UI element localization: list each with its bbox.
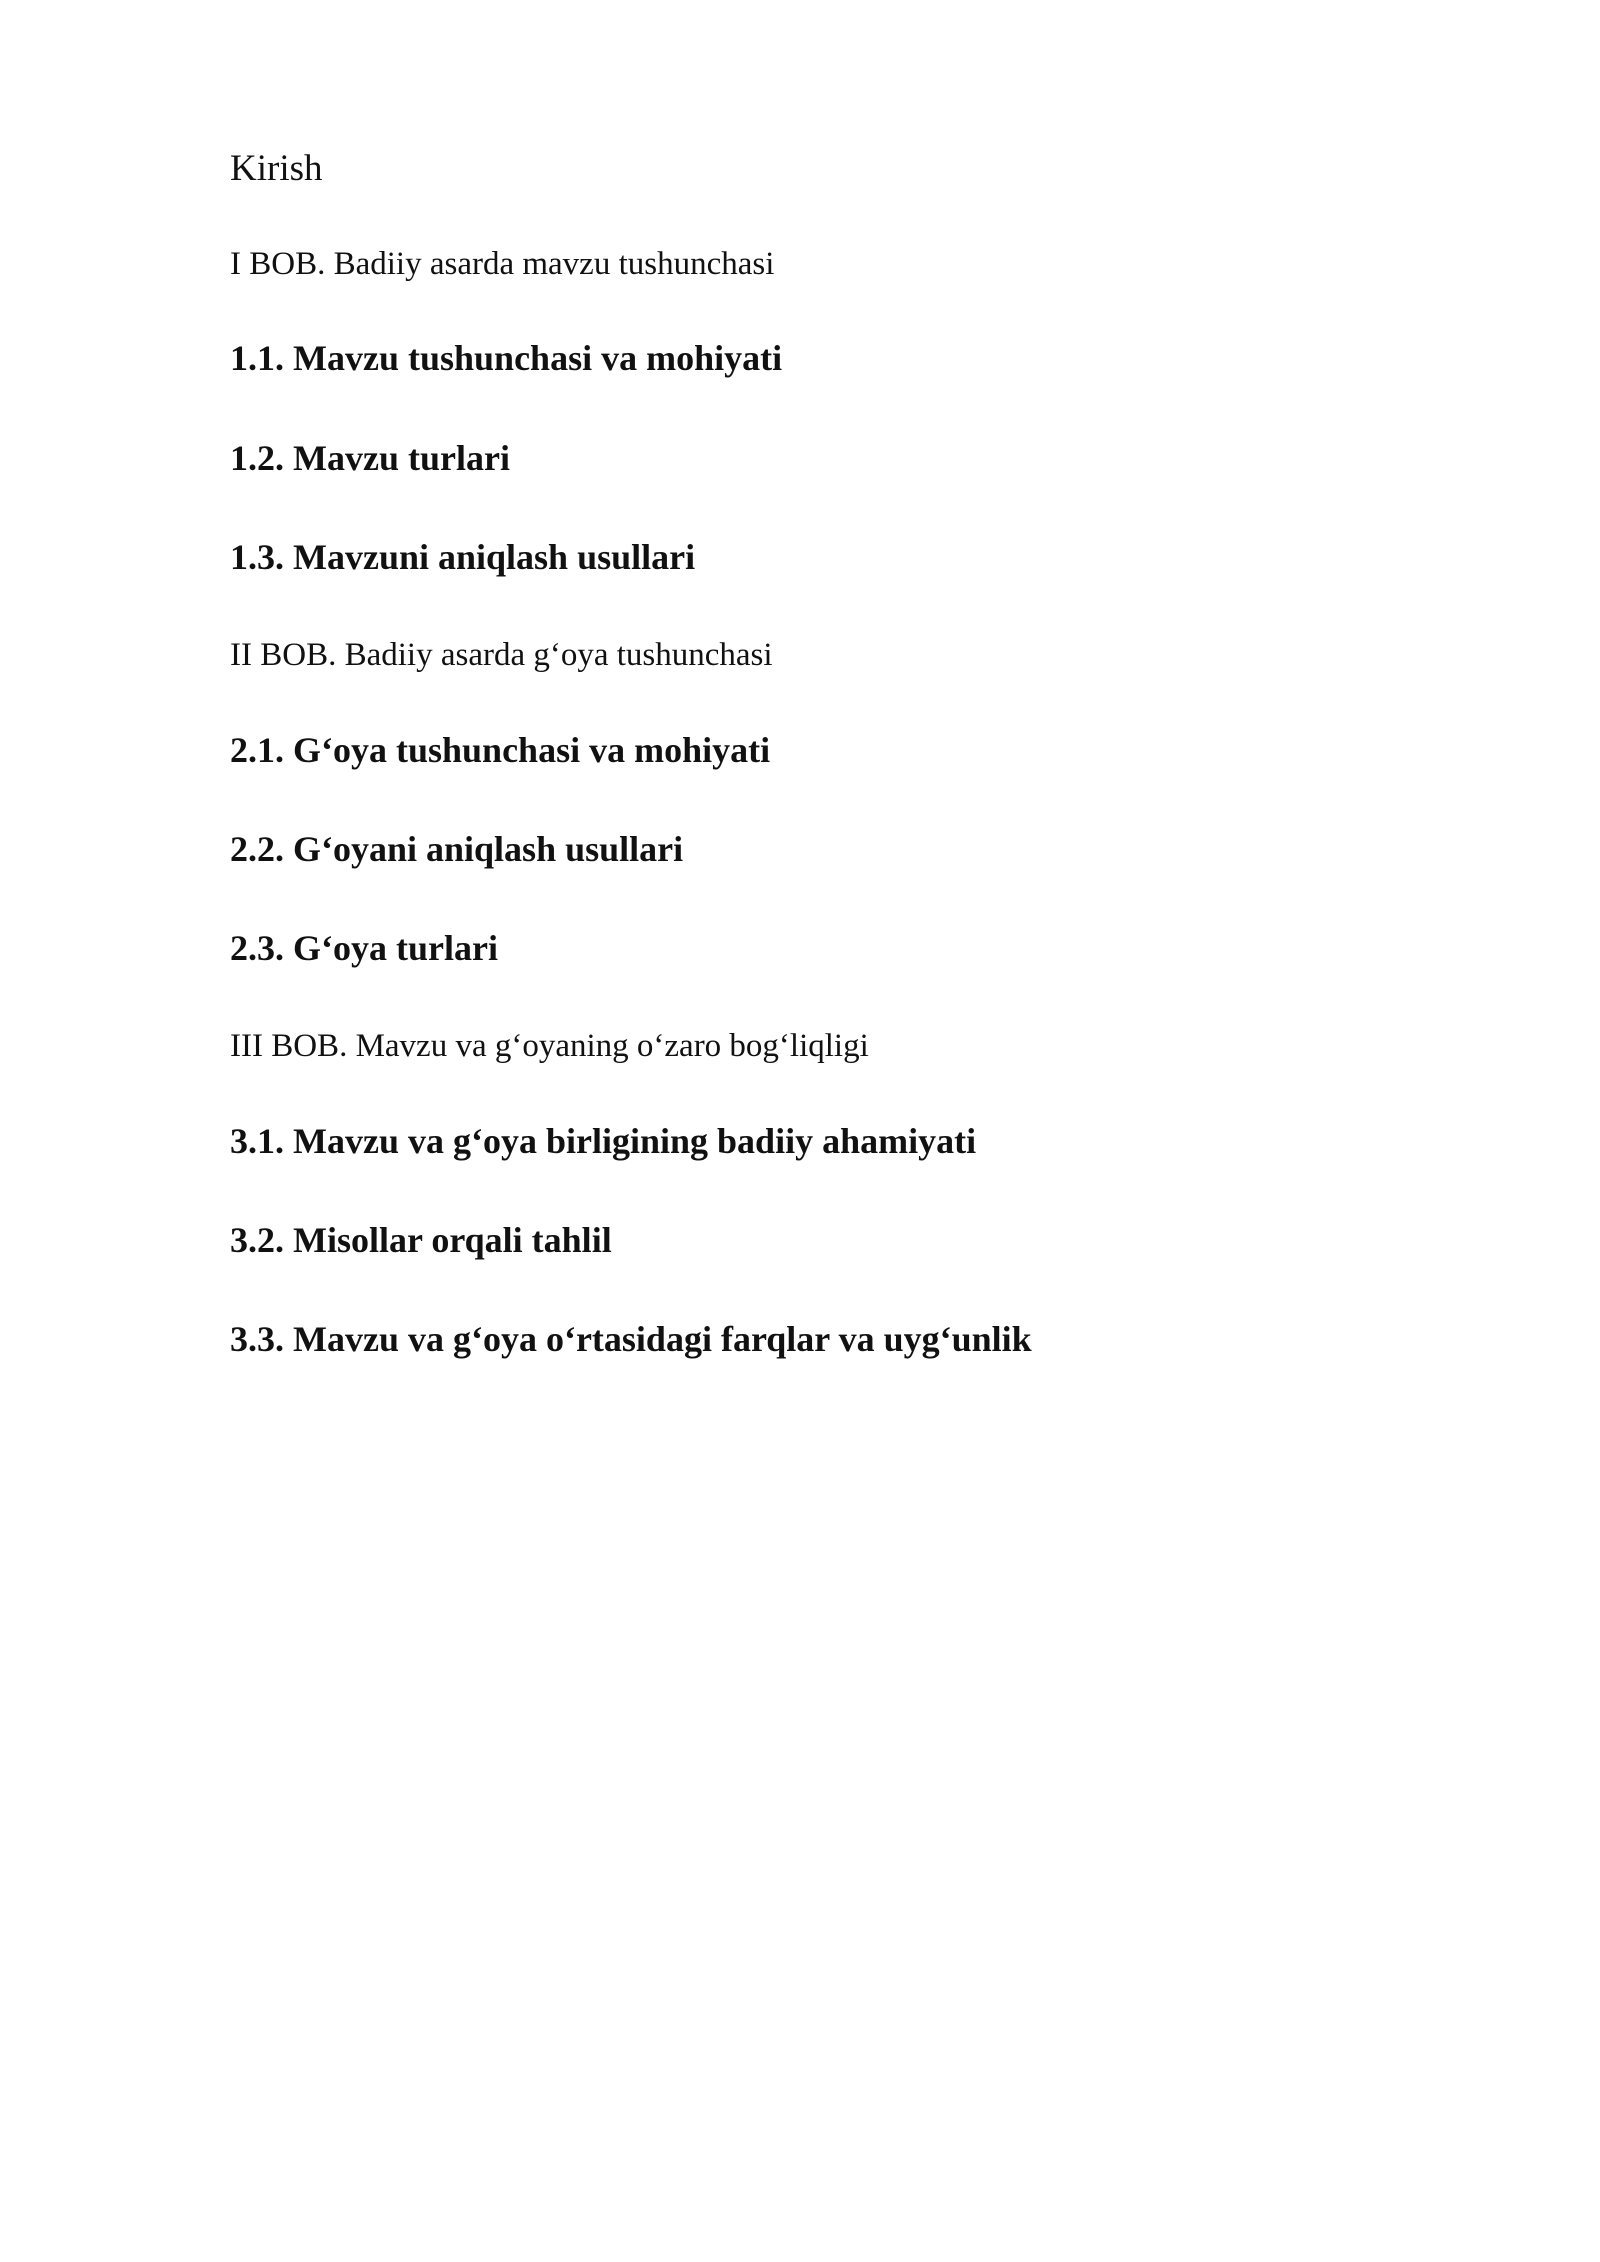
toc-section-2-1: 2.1. G‘oya tushunchasi va mohiyati: [230, 729, 771, 770]
toc-section-1-2: 1.2. Mavzu turlari: [230, 437, 510, 478]
toc-section-3-1: 3.1. Mavzu va g‘oya birligining badiiy ahamiyati: [230, 1120, 977, 1161]
toc-section-3-2: 3.2. Misollar orqali tahlil: [230, 1220, 612, 1261]
table-of-contents: [230, 148, 1430, 1419]
toc-chapter-1: I BOB. Badiiy asarda mavzu tushunchasi: [230, 245, 775, 282]
toc-chapter-3: III BOB. Mavzu va g‘oyaning o‘zaro bog‘liqligi: [230, 1027, 869, 1064]
toc-section-1-1: 1.1. Mavzu tushunchasi va mohiyati: [230, 338, 783, 379]
toc-section-1-3: 1.3. Mavzuni aniqlash usullari: [230, 537, 696, 578]
toc-section-2-3: 2.3. G‘oya turlari: [230, 928, 498, 969]
toc-chapter-2: II BOB. Badiiy asarda g‘oya tushunchasi: [230, 636, 773, 673]
toc-section-2-2: 2.2. G‘oyani aniqlash usullari: [230, 828, 684, 869]
toc-section-3-3: 3.3. Mavzu va g‘oya o‘rtasidagi farqlar va uyg‘unlik: [230, 1319, 1032, 1360]
toc-intro: Kirish: [230, 148, 323, 189]
